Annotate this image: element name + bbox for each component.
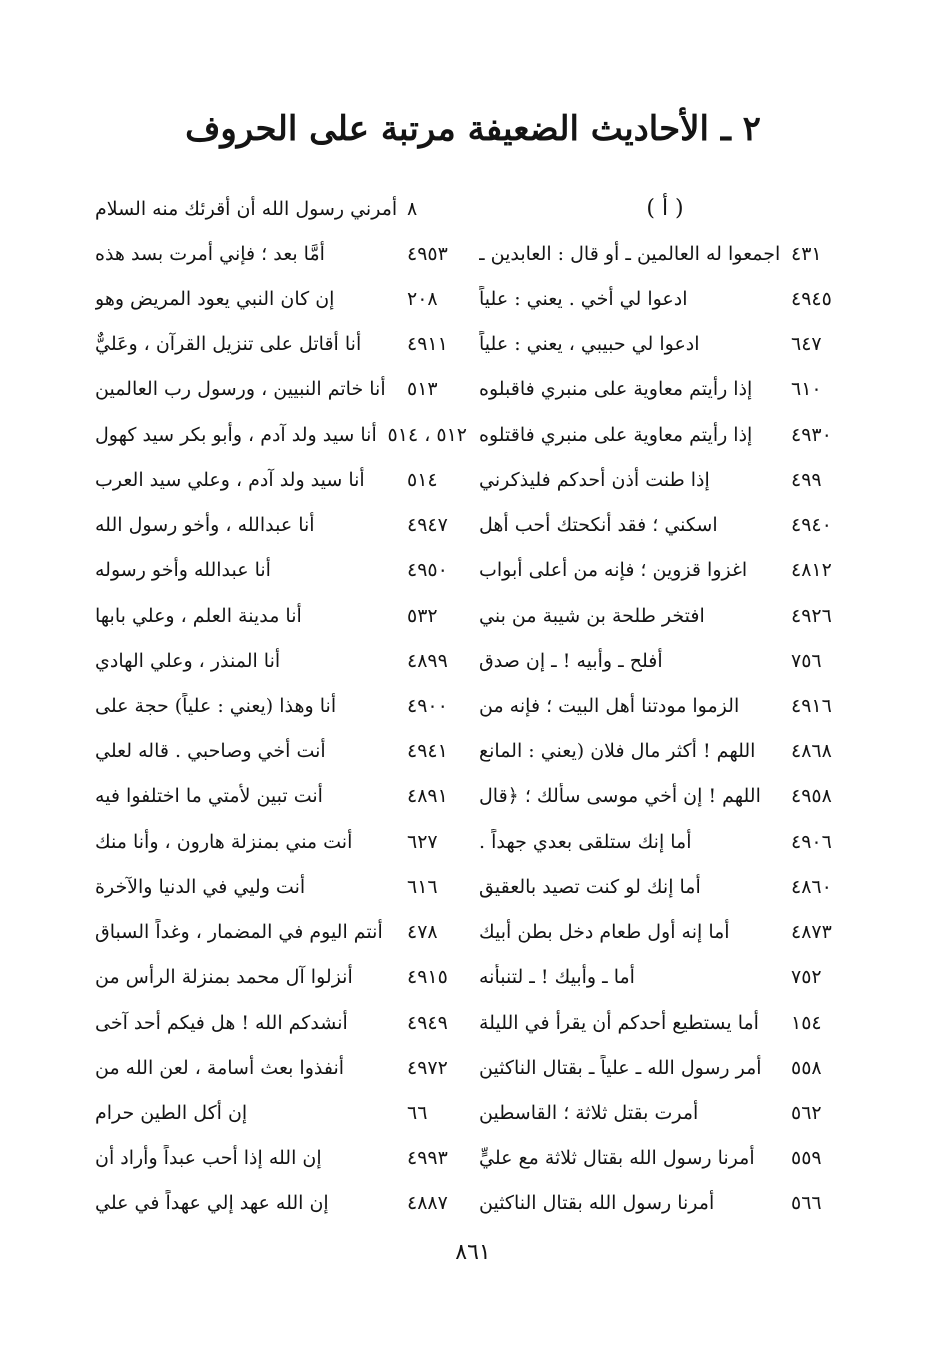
index-entry [479, 322, 851, 367]
entry-number: ٤٩٧٢ [407, 1056, 448, 1079]
index-entry [95, 457, 467, 502]
index-entry [479, 638, 851, 683]
entry-number: ٤٩٠٦ [791, 830, 832, 853]
index-entry [479, 910, 851, 955]
entry-text: أنت وليي في الدنيا والآخرة [95, 875, 306, 898]
entry-text: إذا طنت أذن أحدكم فليذكرني [479, 468, 710, 491]
index-entry [95, 864, 467, 909]
entry-number: ٤٨٦٨ [791, 740, 832, 763]
index-entry [95, 910, 467, 955]
entry-number: ٤٨١٢ [791, 559, 832, 582]
entry-number: ٤٩٤٠ [791, 514, 832, 537]
entry-number: ٤٨٩١ [407, 785, 448, 808]
index-entry [479, 774, 851, 819]
entry-text: افتخر طلحة بن شيبة من بني [479, 604, 705, 627]
entry-number: ٤٩٩٣ [407, 1147, 448, 1170]
index-entry [479, 412, 851, 457]
entry-number: ٤٨٧٣ [791, 921, 832, 944]
entry-text: أنا عبدالله وأخو رسوله [95, 559, 271, 582]
entry-number: ٥٥٩ [791, 1147, 822, 1170]
entry-number: ٤٧٨ [407, 921, 438, 944]
index-entry [95, 638, 467, 683]
entry-number: ٥٣٢ [407, 604, 438, 627]
entry-text: إن الله إذا أحب عبداً وأراد أن [95, 1147, 322, 1170]
entry-number: ٢٠٨ [407, 288, 438, 311]
entry-number: ٤٩١٦ [791, 695, 832, 718]
entry-text: اللهم ! أكثر مال فلان (يعني : المانع [479, 740, 756, 763]
index-entry [479, 457, 851, 502]
entry-text: إن أكل الطين حرام [95, 1101, 248, 1124]
entry-number: ٥٦٢ [791, 1101, 822, 1124]
entry-text: أنا المنذر ، وعلي الهادي [95, 649, 281, 672]
index-entry [479, 1181, 851, 1226]
entry-number: ٦١٠ [791, 378, 822, 401]
entry-number: ٧٥٢ [791, 966, 822, 989]
index-entry [95, 1090, 467, 1135]
left-column [95, 186, 467, 1226]
entry-number: ٥٥٨ [791, 1056, 822, 1079]
right-column [479, 186, 851, 1226]
entry-number: ٤٩٥٣ [407, 242, 448, 265]
entry-text: أنت أخي وصاحبي . قاله لعلي [95, 740, 326, 763]
entry-text: إذا رأيتم معاوية على منبري فاقبلوه [479, 378, 753, 401]
index-entry [95, 955, 467, 1000]
entry-number: ٥٦٦ [791, 1192, 822, 1215]
entry-text: أمرت بقتل ثلاثة ؛ القاسطين [479, 1101, 699, 1124]
index-entry [95, 276, 467, 321]
entry-text: أنت تبين لأمتي ما اختلفوا فيه [95, 785, 323, 808]
index-entry [95, 322, 467, 367]
index-entry [95, 231, 467, 276]
index-entry [95, 548, 467, 593]
entry-text: الزموا مودتنا أهل البيت ؛ فإنه من [479, 695, 740, 718]
entry-number: ٤٩٤٧ [407, 514, 448, 537]
entry-text: أنا عبدالله ، وأخو رسول الله [95, 514, 315, 537]
index-entry [95, 819, 467, 864]
index-entry [95, 412, 467, 457]
entry-text: إن كان النبي يعود المريض وهو [95, 288, 335, 311]
entry-number: ٤٨٦٠ [791, 875, 832, 898]
index-entry [95, 729, 467, 774]
entry-number: ٦١٦ [407, 875, 438, 898]
entry-text: أمرني رسول الله أن أقرئك منه السلام [95, 197, 398, 220]
entry-number: ٤٩٥٠ [407, 559, 448, 582]
entry-text: أنا وهذا (يعني : علياً) حجة على [95, 695, 337, 718]
entry-number: ٤٩٤١ [407, 740, 448, 763]
index-entry [95, 1181, 467, 1226]
index-entry [479, 683, 851, 728]
index-entry [95, 593, 467, 638]
index-entry [479, 819, 851, 864]
index-entry [479, 593, 851, 638]
index-entry [479, 729, 851, 774]
entry-number: ٤٩٤٩ [407, 1011, 448, 1034]
entry-number: ٤٨٨٧ [407, 1192, 448, 1215]
index-entry [95, 186, 467, 231]
index-entry [479, 1000, 851, 1045]
entry-text: أما ـ وأبيك ! ـ لتنبأنه [479, 966, 635, 989]
index-entry [95, 1045, 467, 1090]
entry-text: أما إنه أول طعام دخل بطن أبيك [479, 921, 730, 944]
entry-text: إن الله عهد إلي عهداً في علي [95, 1192, 329, 1215]
entry-number: ٤٩١٥ [407, 966, 448, 989]
entry-text: إذا رأيتم معاوية على منبري فاقتلوه [479, 423, 753, 446]
entry-number: ٤٩٩ [791, 468, 822, 491]
entry-number: ٥١٢ ، ٥١٤ [387, 423, 467, 446]
page-title: ٢ ـ الأحاديث الضعيفة مرتبة على الحروف [185, 109, 761, 149]
entry-text: أمَّا بعد ؛ فإني أمرت بسد هذه [95, 242, 325, 265]
entry-number: ٦٦ [407, 1101, 428, 1124]
entry-text: أنتم اليوم في المضمار ، وغداً السباق [95, 921, 383, 944]
entry-number: ٥١٤ [407, 468, 438, 491]
page-number: ٨٦١ [455, 1240, 491, 1265]
entry-text: أنزلوا آل محمد بمنزلة الرأس من [95, 966, 353, 989]
entry-text: اسكني ؛ فقد أنكحتك أحب أهل [479, 514, 718, 537]
index-entry [479, 503, 851, 548]
entry-text: أما إنك لو كنت تصيد بالعقيق [479, 875, 701, 898]
index-entry [479, 955, 851, 1000]
entry-number: ٤٩٠٠ [407, 695, 448, 718]
index-entry [479, 231, 851, 276]
entry-text: أما إنك ستلقى بعدي جهداً . [479, 830, 692, 853]
entry-text: ادعوا لي حبيبي ، يعني : علياً [479, 333, 700, 356]
entry-number: ٤٨٩٩ [407, 649, 448, 672]
entry-text: أنفذوا بعث أسامة ، لعن الله من [95, 1056, 345, 1079]
entry-text: أنت مني بمنزلة هارون ، وأنا منك [95, 830, 353, 853]
index-entry [95, 774, 467, 819]
index-entry [479, 864, 851, 909]
entry-number: ٤٩٢٦ [791, 604, 832, 627]
section-letter: ( أ ) [646, 196, 684, 222]
entry-text: اللهم ! إن أخي موسى سألك ؛ ﴿قال [479, 785, 761, 808]
index-columns [95, 186, 851, 1226]
index-entry [95, 503, 467, 548]
entry-number: ١٥٤ [791, 1011, 822, 1034]
index-entry [479, 1090, 851, 1135]
entry-text: أنا أقاتل على تنزيل القرآن ، وعَليٌّ [95, 333, 362, 356]
index-entry [95, 1136, 467, 1181]
index-entry [95, 683, 467, 728]
entry-number: ٤٩١١ [407, 333, 448, 356]
entry-text: أمرنا رسول الله بقتال الناكثين [479, 1192, 715, 1215]
entry-number: ٧٥٦ [791, 649, 822, 672]
entry-number: ٤٩٣٠ [791, 423, 832, 446]
index-entry [479, 548, 851, 593]
index-entry [479, 367, 851, 412]
entry-number: ٥١٣ [407, 378, 438, 401]
entry-number: ٤٩٥٨ [791, 785, 832, 808]
entry-text: أنا خاتم النبيين ، ورسول رب العالمين [95, 378, 386, 401]
index-entry [95, 1000, 467, 1045]
index-entry [479, 1136, 851, 1181]
entry-number: ٤٣١ [791, 242, 822, 265]
index-entry [479, 1045, 851, 1090]
entry-text: أنا مدينة العلم ، وعلي بابها [95, 604, 302, 627]
entry-number: ٦٢٧ [407, 830, 438, 853]
entry-text: أنشدكم الله ! هل فيكم أحد آخى [95, 1011, 348, 1034]
entry-text: أنا سيد ولد آدم ، وأبو بكر سيد كهول [95, 423, 377, 446]
entry-text: أفلح ـ وأبيه ! ـ إن صدق [479, 649, 663, 672]
entry-text: اجمعوا له العالمين ـ أو قال : العابدين ـ [479, 242, 781, 265]
index-entry [95, 367, 467, 412]
entry-text: اغزوا قزوين ؛ فإنه من أعلى أبواب [479, 559, 748, 582]
entry-number: ٨ [407, 197, 418, 220]
entry-number: ٤٩٤٥ [791, 288, 832, 311]
entry-text: أما يستطيع أحدكم أن يقرأ في الليلة [479, 1011, 759, 1034]
index-entry [479, 276, 851, 321]
entry-text: ادعوا لي أخي . يعني : علياً [479, 288, 688, 311]
entry-text: أمر رسول الله ـ علياً ـ بقتال الناكثين [479, 1056, 762, 1079]
entry-number: ٦٤٧ [791, 333, 822, 356]
entry-text: أمرنا رسول الله بقتال ثلاثة مع عليٍّ [479, 1147, 755, 1170]
entry-text: أنا سيد ولد آدم ، وعلي سيد العرب [95, 468, 365, 491]
